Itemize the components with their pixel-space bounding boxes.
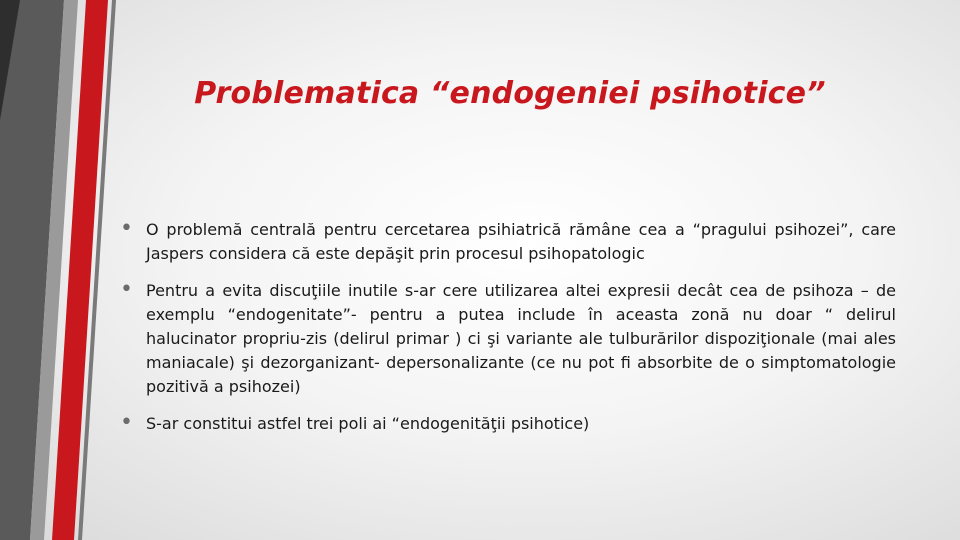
bullet-item <box>120 412 896 436</box>
bullet-text: O problemă centrală pentru cercetarea psihiatrică rămâne cea a “pragului psihozei”, care Jaspers considera că este depăşit prin procesul psihopatologic <box>146 220 896 263</box>
side-decoration <box>0 0 140 540</box>
bullet-list <box>120 218 896 449</box>
bullet-text: Pentru a evita discuţiile inutile s-ar cere utilizarea altei expresii decât cea de psihoza – de exemplu “endogenitate”- pentru a putea include în aceasta zonă nu doar “ delirul halucinator propriu-zis (delirul primar ) ci şi variante ale tulburărilor dispoziţionale (mai ales maniacale) şi dezorganizant- depersonalizante (ce nu pot fi absorbite de o simptomatologie pozitivă a psihozei) <box>146 281 896 396</box>
bullet-icon: • <box>120 216 133 241</box>
slide-title: Problematica “endogeniei psihotice” <box>194 76 826 111</box>
bullet-icon: • <box>120 410 133 435</box>
bullet-icon: • <box>120 277 133 302</box>
bullet-item <box>120 279 896 399</box>
bullet-item <box>120 218 896 266</box>
bullet-text: S-ar constitui astfel trei poli ai “endogenităţii psihotice) <box>146 414 590 433</box>
